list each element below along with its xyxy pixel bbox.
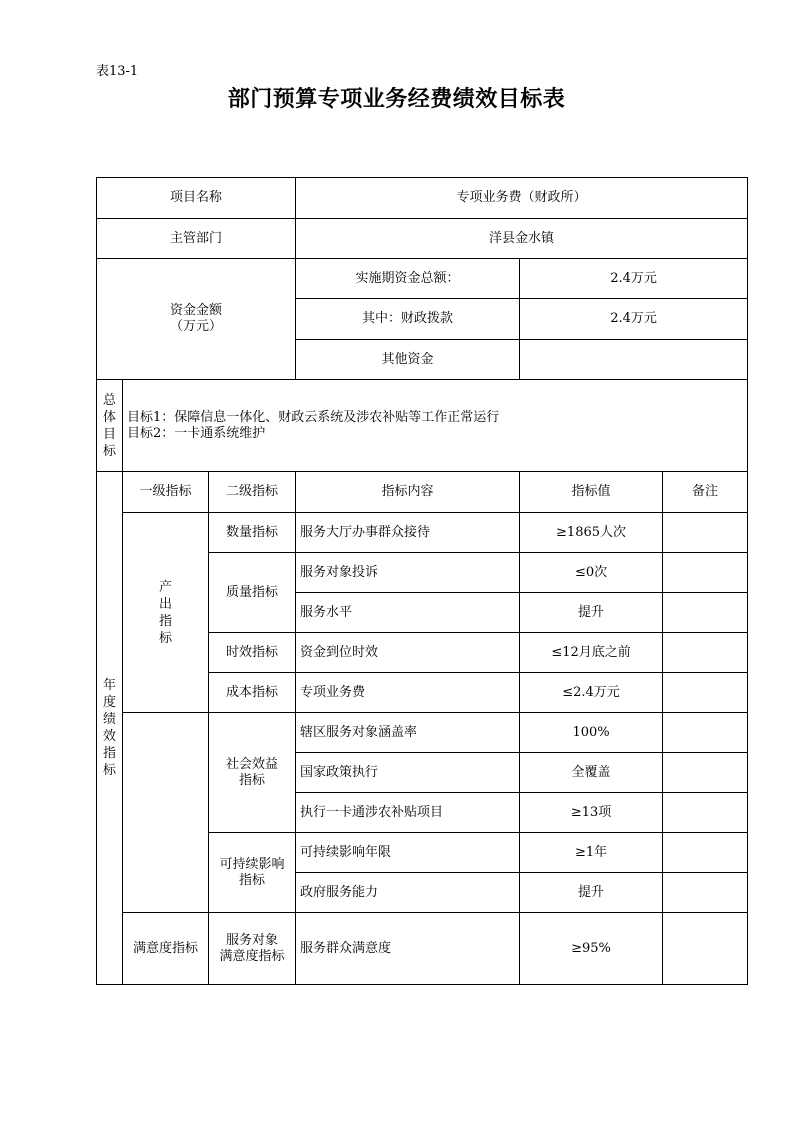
funds-total-label: 实施期资金总额： [296, 259, 520, 299]
indicator-content: 资金到位时效 [296, 633, 520, 673]
department-row [97, 219, 748, 259]
level2-sustain-line1: 可持续影响 [219, 856, 285, 872]
overall-goal-row [97, 380, 748, 472]
indicator-note [663, 913, 748, 985]
satisfaction-indicator-label: 满意度指标 [123, 913, 209, 985]
indicator-value: 提升 [520, 873, 663, 913]
header-level1: 一级指标 [123, 472, 209, 513]
indicator-note [663, 753, 748, 793]
header-content: 指标内容 [296, 472, 520, 513]
level2-cost: 成本指标 [209, 673, 296, 713]
funds-total-row [97, 259, 748, 299]
table-row [97, 913, 748, 985]
indicator-content: 服务大厅办事群众接待 [296, 513, 520, 553]
indicator-content: 辖区服务对象涵盖率 [296, 713, 520, 753]
header-value: 指标值 [520, 472, 663, 513]
level2-social-line1: 社会效益 [226, 756, 279, 772]
level2-social-line2: 指标 [239, 772, 266, 788]
indicator-note [663, 713, 748, 753]
project-name-row [97, 178, 748, 219]
indicator-note [663, 833, 748, 873]
level2-timeliness: 时效指标 [209, 633, 296, 673]
indicator-value: 100% [520, 713, 663, 753]
indicator-value: ≤12月底之前 [520, 633, 663, 673]
table-row [97, 713, 748, 753]
output-indicator-cell [123, 513, 209, 713]
indicator-note [663, 793, 748, 833]
funds-label: 资金金额 [170, 303, 223, 318]
goal-2: 目标2：一卡通系统维护 [127, 425, 266, 441]
funds-unit: （万元） [170, 319, 223, 334]
output-indicator-label: 产出指标 [158, 579, 172, 646]
indicator-content: 国家政策执行 [296, 753, 520, 793]
funds-label-cell [97, 259, 296, 380]
table-number: 表13-1 [96, 64, 139, 79]
goal-1: 目标1：保障信息一体化、财政云系统及涉农补贴等工作正常运行 [127, 409, 500, 425]
annual-indicator-label-cell [97, 472, 123, 985]
indicator-content: 执行一卡通涉农补贴项目 [296, 793, 520, 833]
project-name-value: 专项业务费（财政所） [296, 178, 748, 219]
indicator-note [663, 553, 748, 593]
page-title: 部门预算专项业务经费绩效目标表 [227, 87, 566, 112]
level2-service-line2: 满意度指标 [219, 948, 285, 964]
level2-quantity: 数量指标 [209, 513, 296, 553]
indicator-note [663, 673, 748, 713]
header-note: 备注 [663, 472, 748, 513]
funds-other-value [520, 340, 748, 380]
indicator-value: ≤2.4万元 [520, 673, 663, 713]
level2-sustain [209, 833, 296, 913]
department-value: 洋县金水镇 [296, 219, 748, 259]
indicator-note [663, 513, 748, 553]
overall-goal-label-cell [97, 380, 123, 472]
indicator-value: ≥1865人次 [520, 513, 663, 553]
indicator-value: ≥95% [520, 913, 663, 985]
benefit-indicator-cell [123, 713, 209, 913]
overall-goal-label: 总体目标 [102, 392, 116, 459]
funds-other-label: 其他资金 [296, 340, 520, 380]
indicator-note [663, 873, 748, 913]
indicator-header-row [97, 472, 748, 513]
overall-goal-content [123, 380, 748, 472]
level2-social [209, 713, 296, 833]
level2-service-line1: 服务对象 [226, 932, 279, 948]
project-name-label: 项目名称 [97, 178, 296, 219]
funds-fiscal-value: 2.4万元 [520, 299, 748, 340]
performance-target-table [96, 177, 748, 985]
indicator-value: ≥13项 [520, 793, 663, 833]
funds-fiscal-label: 其中：财政拨款 [296, 299, 520, 340]
header-level2: 二级指标 [209, 472, 296, 513]
indicator-content: 服务群众满意度 [296, 913, 520, 985]
level2-quality: 质量指标 [209, 553, 296, 633]
indicator-content: 服务对象投诉 [296, 553, 520, 593]
annual-indicator-label: 年度绩效指标 [102, 678, 116, 778]
level2-service [209, 913, 296, 985]
indicator-note [663, 593, 748, 633]
indicator-content: 政府服务能力 [296, 873, 520, 913]
indicator-content: 服务水平 [296, 593, 520, 633]
indicator-value: ≤0次 [520, 553, 663, 593]
funds-total-value: 2.4万元 [520, 259, 748, 299]
indicator-value: ≥1年 [520, 833, 663, 873]
indicator-value: 提升 [520, 593, 663, 633]
indicator-content: 专项业务费 [296, 673, 520, 713]
department-label: 主管部门 [97, 219, 296, 259]
table-row [97, 513, 748, 553]
indicator-note [663, 633, 748, 673]
level2-sustain-line2: 指标 [239, 872, 266, 888]
indicator-content: 可持续影响年限 [296, 833, 520, 873]
indicator-value: 全覆盖 [520, 753, 663, 793]
